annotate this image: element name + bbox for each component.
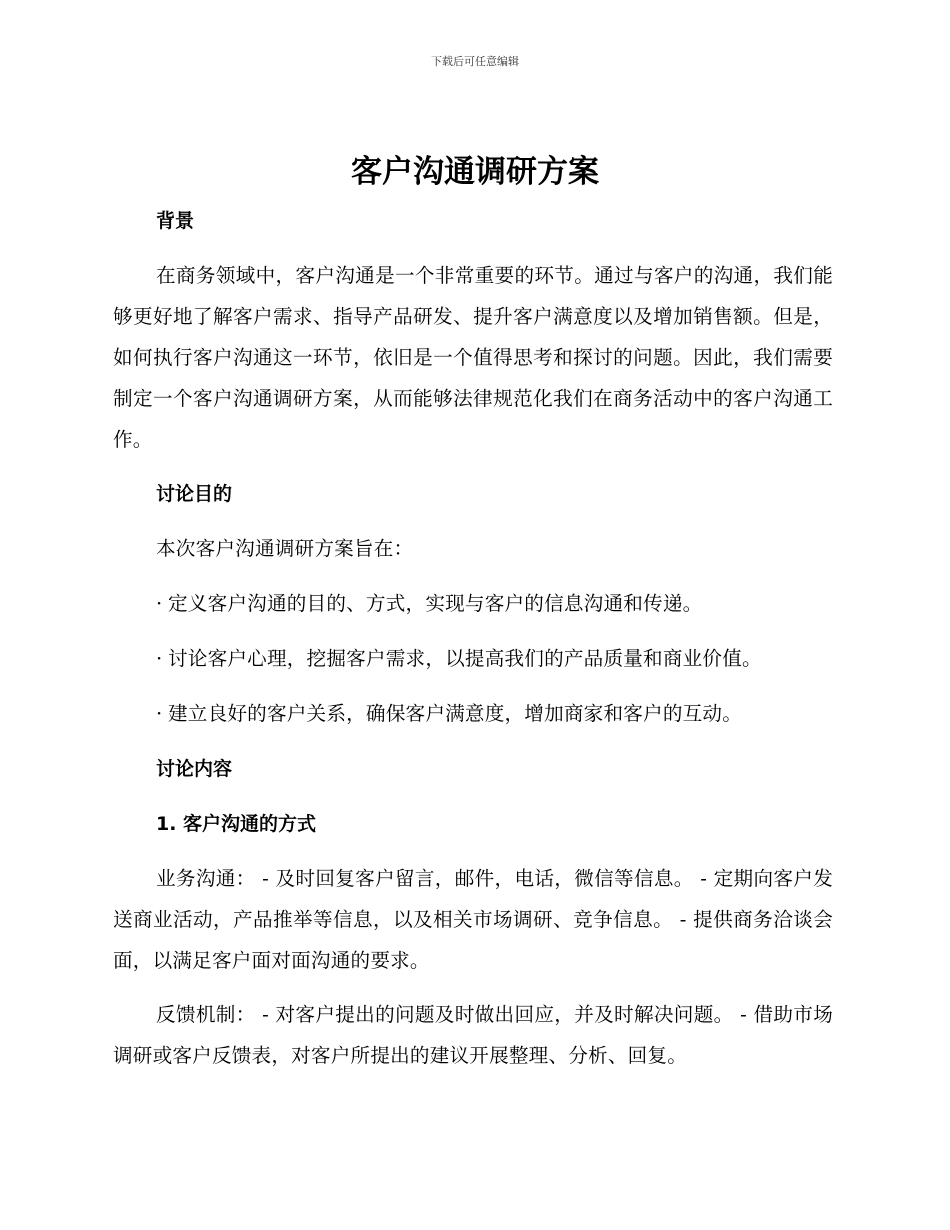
document-title: 客户沟通调研方案 (351, 154, 599, 190)
purpose-bullet-3 (113, 693, 833, 735)
bullet-text: 讨论客户心理，挖掘客户需求，以提高我们的产品质量和商业价值。 (168, 647, 762, 670)
content-paragraph-feedback: 反馈机制： - 对客户提出的问题及时做出回应，并及时解决问题。 - 借助市场调研或客户反馈表，对客户所提出的建议开展整理、分析、回复。 (113, 1003, 833, 1067)
document-body (113, 200, 833, 1089)
section-heading-content: 讨论内容 (156, 758, 233, 780)
content-paragraph-business: 业务沟通： - 及时回复客户留言，邮件，电话，微信等信息。 - 定期向客户发送商业活动，产品推举等信息，以及相关市场调研、竞争信息。 - 提供商务洽谈会面，以满足客户面对面沟通的要求。 (113, 867, 833, 972)
purpose-bullet-1 (113, 583, 833, 625)
section-heading-background: 背景 (156, 210, 195, 232)
purpose-bullet-2 (113, 638, 833, 680)
bullet-text: 定义客户沟通的目的、方式，实现与客户的信息沟通和传递。 (168, 592, 703, 615)
subsection-heading-communication-methods: 1. 客户沟通的方式 (156, 813, 317, 835)
bullet-text: 建立良好的客户关系，确保客户满意度，增加商家和客户的互动。 (168, 702, 743, 725)
page-header: 下载后可任意编辑 (431, 55, 519, 68)
bullet-marker: · (156, 702, 163, 725)
section-heading-purpose: 讨论目的 (156, 483, 233, 505)
purpose-intro: 本次客户沟通调研方案旨在： (156, 537, 414, 560)
bullet-marker: · (156, 592, 163, 615)
background-paragraph: 在商务领域中，客户沟通是一个非常重要的环节。通过与客户的沟通，我们能够更好地了解客户需求、指导产品研发、提升客户满意度以及增加销售额。但是，如何执行客户沟通这一环节，依旧是一个值得思考和探讨的问题。因此，我们需要制定一个客户沟通调研方案，从而能够法律规范化我们在商务活动中的客户沟通工作。 (113, 264, 833, 451)
bullet-marker: · (156, 647, 163, 670)
